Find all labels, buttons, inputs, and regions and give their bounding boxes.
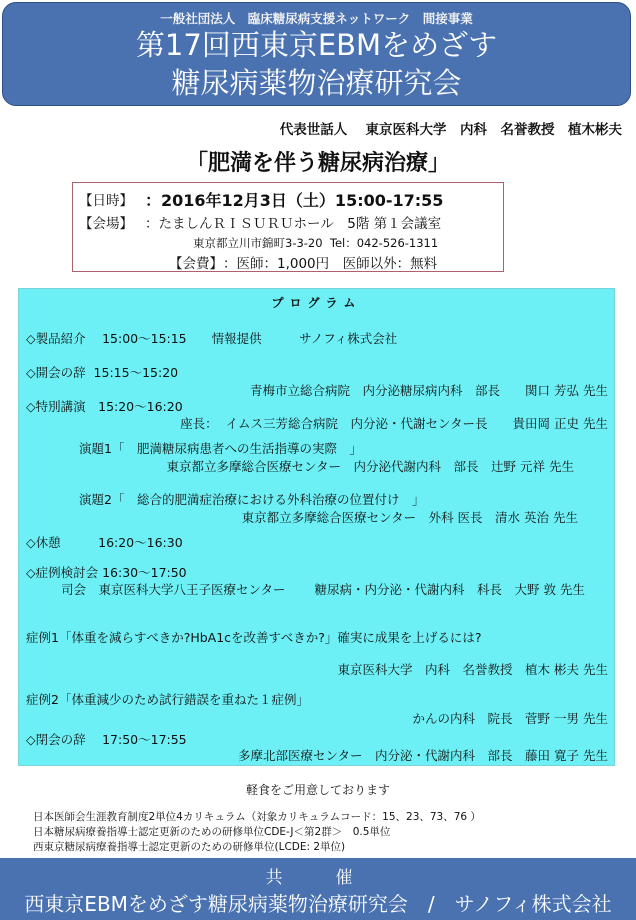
program-title: プログラム: [271, 296, 362, 310]
date-value: ：2016年12月3日（土）15:00-17:55: [145, 191, 444, 210]
product-intro: ◇製品紹介 15:00～15:15 情報提供 サノフィ株式会社: [26, 331, 398, 346]
case1-speaker: 東京医科大学 内科 名誉教授 植木 彬夫 先生: [337, 662, 608, 677]
fee-value: ：医師：1,000円 医師以外：無料: [223, 256, 438, 272]
co-host-label: 共 催: [265, 868, 371, 888]
lecture1-title: 演題1「 肥満糖尿病患者への生活指導の実際 」: [79, 441, 362, 456]
co-host-names: 西東京EBMをめざす糖尿病薬物治療研究会 / サノフィ株式会社: [24, 892, 612, 916]
event-title-line2: 糖尿病薬物治療研究会: [171, 66, 462, 100]
moderator: 司会 東京医科大学八王子医療センター 糖尿病・内分泌・代謝内科 科長 大野 敦 先生: [61, 582, 585, 597]
case2-title: 症例2「体重減少のため試行錯誤を重ねた１症例」: [26, 692, 309, 707]
theme-title: 「肥満を伴う糖尿病治療」: [185, 151, 450, 176]
light-meal-note: 軽食をご用意しております: [245, 783, 390, 797]
credit-line: 日本医師会生涯教育制度2単位4カリキュラム（対象カリキュラムコード：15、23、73、76 ）: [33, 811, 481, 823]
case2-speaker: かんの内科 院長 菅野 一男 先生: [412, 711, 608, 726]
date-label: 【日時】: [79, 193, 133, 209]
event-title-line1: 第17回西東京EBMをめざす: [135, 28, 498, 62]
lecture1-speaker: 東京都立多摩総合医療センター 内分泌代謝内科 部長 辻野 元祥 先生: [166, 459, 574, 474]
credit-line: 西東京糖尿病療養指導士認定更新のための研修単位(LCDE: 2単位): [33, 841, 346, 853]
venue-label: 【会場】: [79, 216, 133, 232]
event-info-box: [72, 182, 504, 272]
lecture2-title: 演題2「 総合的肥満症治療における外科治療の位置付け 」: [79, 492, 425, 507]
venue-value: ：たましんＲＩＳＵＲＵホール 5階 第１会議室: [145, 216, 442, 232]
program-box: [18, 288, 615, 766]
venue-address: 東京都立川市錦町3-3-20 Tel：042-526-1311: [193, 236, 439, 250]
representative: 代表世話人 東京医科大学 内科 名誉教授 植木彬夫: [279, 122, 622, 138]
footer-banner: [0, 858, 636, 920]
chair: 座長： イムス三芳総合病院 内分泌・代謝センター長 貴田岡 正史 先生: [180, 416, 608, 431]
case-study-session: ◇症例検討会 16:30～17:50: [26, 565, 187, 580]
special-lecture: ◇特別講演 15:20～16:20: [26, 399, 183, 414]
case1-title: 症例1「体重を減らすべきか?HbA1cを改善すべきか?」確実に成果を上げるには?: [26, 630, 482, 645]
opening-remarks: ◇開会の辞 15:15～15:20: [26, 365, 179, 380]
fee-label: 【会費】: [169, 256, 223, 272]
header-banner: [2, 2, 631, 106]
credit-line: 日本糖尿病療養指導士認定更新のための研修単位CDE-J＜第2群＞ 0.5単位: [33, 826, 391, 838]
opening-speaker: 青梅市立総合病院 内分泌糖尿病内科 部長 関口 芳弘 先生: [250, 383, 608, 398]
closing-speaker: 多摩北部医療センター 内分泌・代謝内科 部長 藤田 寛子 先生: [238, 748, 608, 763]
break: ◇休憩 16:20～16:30: [26, 535, 183, 550]
organization-line: 一般社団法人 臨床糖尿病支援ネットワーク 間接事業: [160, 11, 473, 26]
closing-remarks: ◇閉会の辞 17:50～17:55: [26, 732, 187, 747]
lecture2-speaker: 東京都立多摩総合医療センター 外科 医長 清水 英治 先生: [241, 510, 578, 525]
